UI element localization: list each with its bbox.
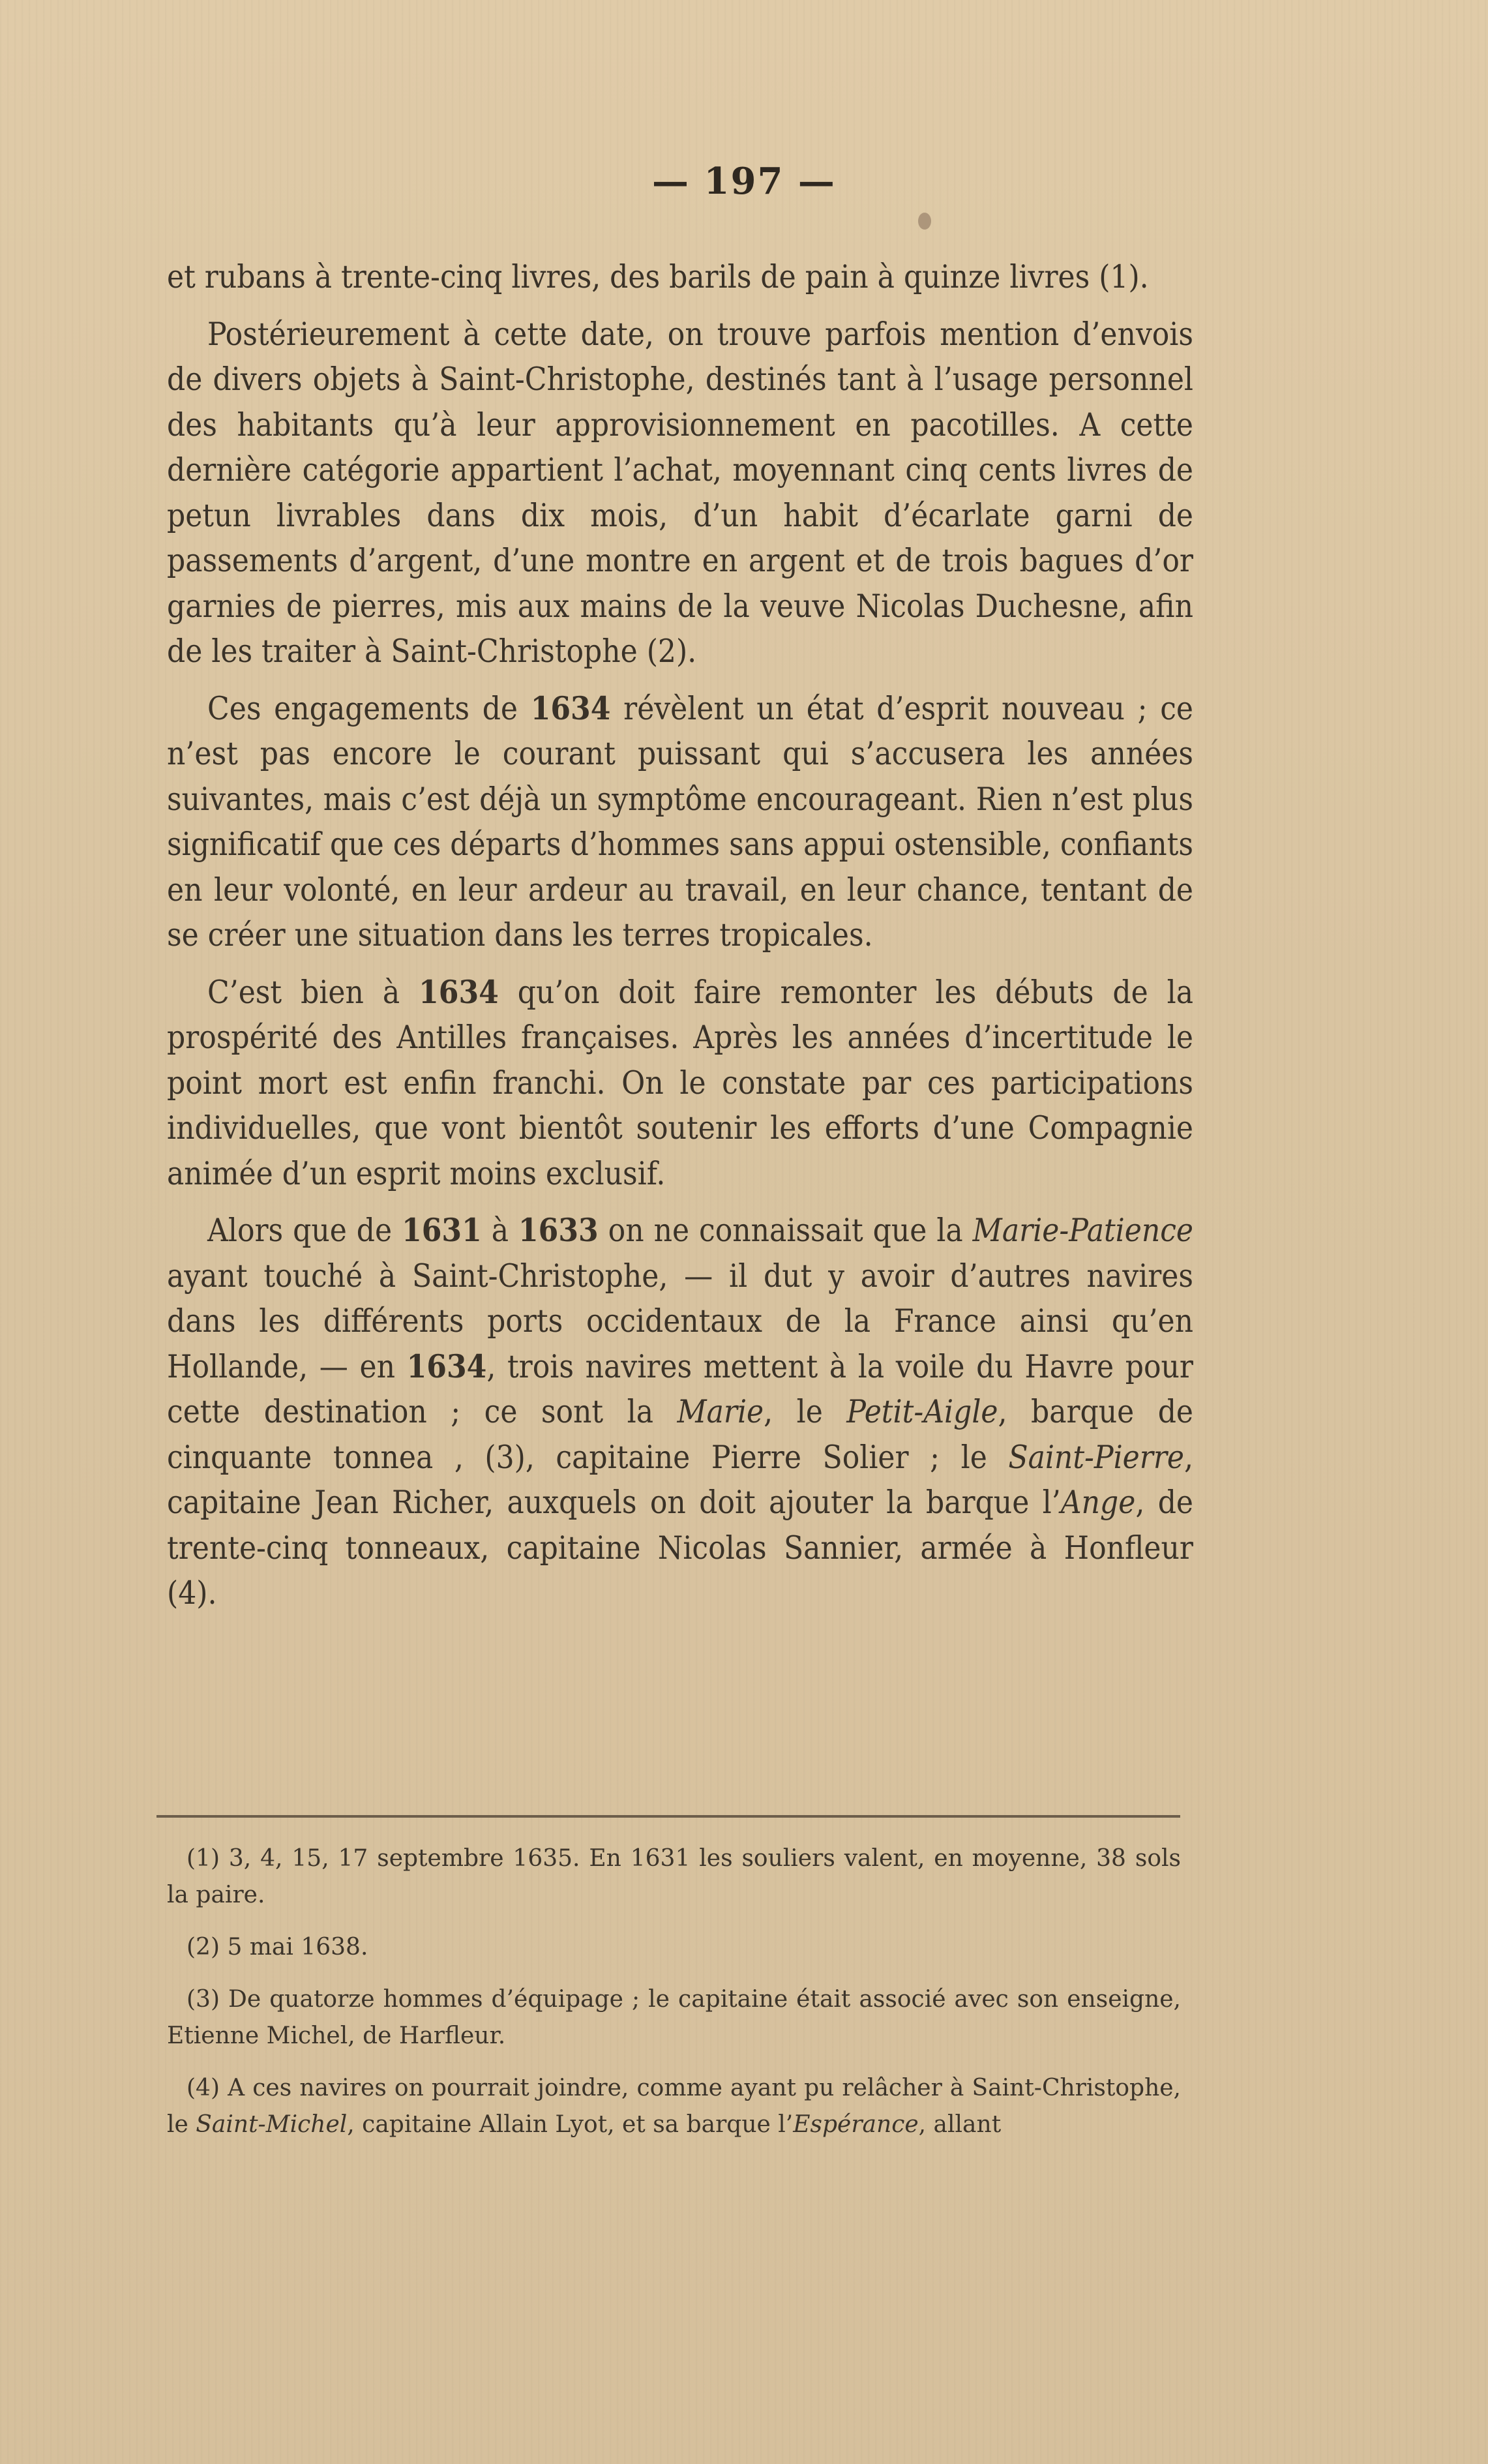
text-run: (1)	[1099, 258, 1140, 295]
text-run: , barque de cinquante tonnea , (3), capitaine Pierre Solier ; le	[167, 1393, 1193, 1476]
italic-ship-name: Marie	[677, 1393, 764, 1430]
italic-ship-name: Ange	[1060, 1484, 1136, 1521]
text-run: C’est bien à	[207, 973, 419, 1011]
paragraph	[167, 1208, 1193, 1616]
year: 1634	[406, 1347, 487, 1385]
italic-ship-name: Saint-Pierre	[1008, 1438, 1184, 1476]
italic-ship-name: Marie-Patience	[972, 1212, 1194, 1249]
footnote	[167, 1840, 1181, 1914]
italic-ship-name: Espérance	[793, 2111, 919, 2138]
text-run: (4) A ces navires on pourrait joindre, comme ayant pu relâcher à Saint-Christophe, le	[167, 2075, 1181, 2138]
text-run: , le	[764, 1393, 847, 1430]
text-run: , trois navires mettent à la voile du Havre pour cette destination ; ce sont la	[167, 1347, 1193, 1430]
text-run: , capitaine Allain Lyot, et sa barque l’	[347, 2111, 794, 2138]
text-run: .	[1139, 258, 1149, 295]
footnotes	[167, 1840, 1181, 2159]
footnote-separator	[156, 1815, 1180, 1818]
paragraph	[167, 970, 1193, 1197]
italic-ship-name: Petit-Aigle	[846, 1393, 998, 1430]
paragraph	[167, 686, 1193, 958]
text-run: , de trente-cinq tonneaux, capitaine Nicolas Sannier, armée à Honfleur (4).	[167, 1484, 1193, 1612]
text-run: (3) De quatorze hommes d’équipage ; le capitaine était associé avec son enseigne, Etienne Michel, de Harfleur.	[167, 1986, 1181, 2049]
text-run: révèlent un état d’esprit nouveau ; ce n’est pas encore le courant puissant qui s’accusera les années suivantes, mais c’est déjà un symptôme encourageant. Rien n’est plus significatif que ces départs d’hommes sans appui ostensible, confiants en leur volonté, en leur ardeur au travail, en leur chance, tentant de se créer une situation dans les terres tropicales.	[167, 689, 1193, 954]
footnote	[167, 2070, 1181, 2143]
text-run: Postérieurement à cette date, on trouve parfois mention d’envois de divers objets à Saint-Christophe, destinés tant à l’usage personnel des habitants qu’à leur approvisionnement en pacotilles. A cette dernière catégorie appartient l’achat, moyennant cinq cents livres de petun livrables dans dix mois, d’un habit d’écarlate garni de passements d’argent, d’une montre en argent et de trois bagues d’or garnies de pierres, mis aux mains de la veuve Nicolas Duchesne, afin de les traiter à Saint-Christophe	[167, 315, 1193, 670]
text-run: (2)	[646, 633, 688, 670]
text-run: Alors que de	[207, 1212, 402, 1249]
year: 1634	[419, 972, 499, 1011]
text-run: , allant	[918, 2111, 1002, 2138]
text-run: ayant touché à Saint-Christophe, — il dut y avoir d’autres navires dans les différents ports occidentaux de la France ainsi qu’en Hollande, — en	[167, 1257, 1193, 1385]
text-run: qu’on doit faire remonter les débuts de la prospérité des Antilles françaises. Après les années d’incertitude le point mort est enfin franchi. On le constate par ces participations individuelles, que vont bientôt soutenir les efforts d’une Compagnie animée d’un esprit moins exclusif.	[167, 973, 1193, 1192]
page-number: — 197 —	[652, 160, 836, 203]
footnote	[167, 1981, 1181, 2054]
ink-spot	[918, 213, 931, 230]
main-text	[167, 254, 1193, 1628]
text-run: et rubans à trente-cinq livres, des barils de pain à quinze livres	[167, 258, 1099, 295]
year: 1634	[530, 689, 611, 727]
text-run: à	[481, 1212, 518, 1249]
text-run: Ces engagements de	[207, 689, 531, 727]
text-run: on ne connaissait que la	[598, 1212, 973, 1249]
text-run: (1) 3, 4, 15, 17 septembre 1635. En 1631 les souliers valent, en moyenne, 38 sols la paire.	[167, 1845, 1181, 1908]
italic-ship-name: Saint-Michel	[196, 2111, 348, 2138]
text-run: (2) 5 mai 1638.	[186, 1934, 368, 1961]
year: 1631	[402, 1211, 482, 1249]
paragraph	[167, 312, 1193, 674]
paragraph	[167, 254, 1193, 300]
text-run: , capitaine Jean Richer, auxquels on doit ajouter la barque l’	[167, 1438, 1193, 1521]
text-run: .	[687, 633, 697, 670]
year: 1633	[518, 1211, 599, 1249]
footnote	[167, 1929, 1181, 1966]
